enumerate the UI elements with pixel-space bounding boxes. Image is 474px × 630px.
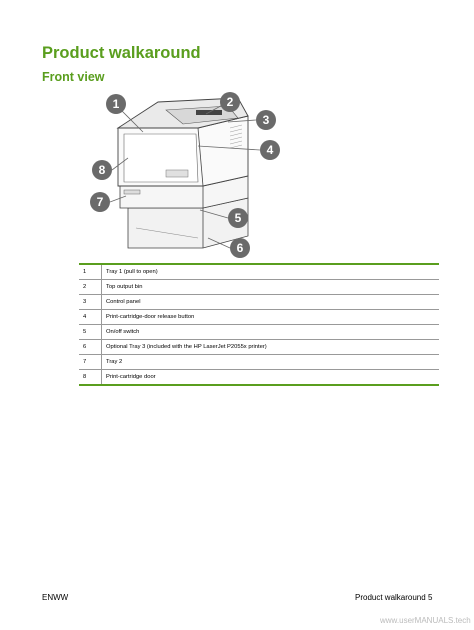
row-description: On/off switch (102, 325, 440, 340)
table-row (79, 295, 439, 310)
callout-5: 5 (228, 208, 248, 228)
row-description: Print-cartridge door (102, 370, 440, 386)
table-row (79, 264, 439, 280)
row-description: Print-cartridge-door release button (102, 310, 440, 325)
row-number: 3 (79, 295, 102, 310)
table-row (79, 325, 439, 340)
table-row (79, 310, 439, 325)
table-row (79, 370, 439, 386)
callout-8: 8 (92, 160, 112, 180)
row-description: Tray 1 (pull to open) (102, 264, 440, 280)
table-row (79, 355, 439, 370)
row-number: 2 (79, 280, 102, 295)
table-row (79, 340, 439, 355)
page-title: Product walkaround (42, 44, 201, 62)
row-description: Tray 2 (102, 355, 440, 370)
footer-label: ENWW (42, 593, 69, 602)
footer-section: Product walkaround (355, 593, 426, 602)
parts-table (79, 263, 439, 386)
printer-illustration (88, 88, 288, 260)
table-row (79, 280, 439, 295)
callout-6: 6 (230, 238, 250, 258)
callout-3: 3 (256, 110, 276, 130)
row-description: Top output bin (102, 280, 440, 295)
row-description: Control panel (102, 295, 440, 310)
row-number: 7 (79, 355, 102, 370)
callout-1: 1 (106, 94, 126, 114)
row-number: 4 (79, 310, 102, 325)
row-number: 5 (79, 325, 102, 340)
row-description: Optional Tray 3 (included with the HP LaserJet P2055x printer) (102, 340, 440, 355)
callout-7: 7 (90, 192, 110, 212)
row-number: 6 (79, 340, 102, 355)
row-number: 8 (79, 370, 102, 386)
page-number: 5 (428, 593, 433, 602)
callout-4: 4 (260, 140, 280, 160)
watermark: www.userMANUALS.tech (380, 616, 471, 625)
callout-2: 2 (220, 92, 240, 112)
section-subtitle: Front view (42, 70, 105, 84)
row-number: 1 (79, 264, 102, 280)
